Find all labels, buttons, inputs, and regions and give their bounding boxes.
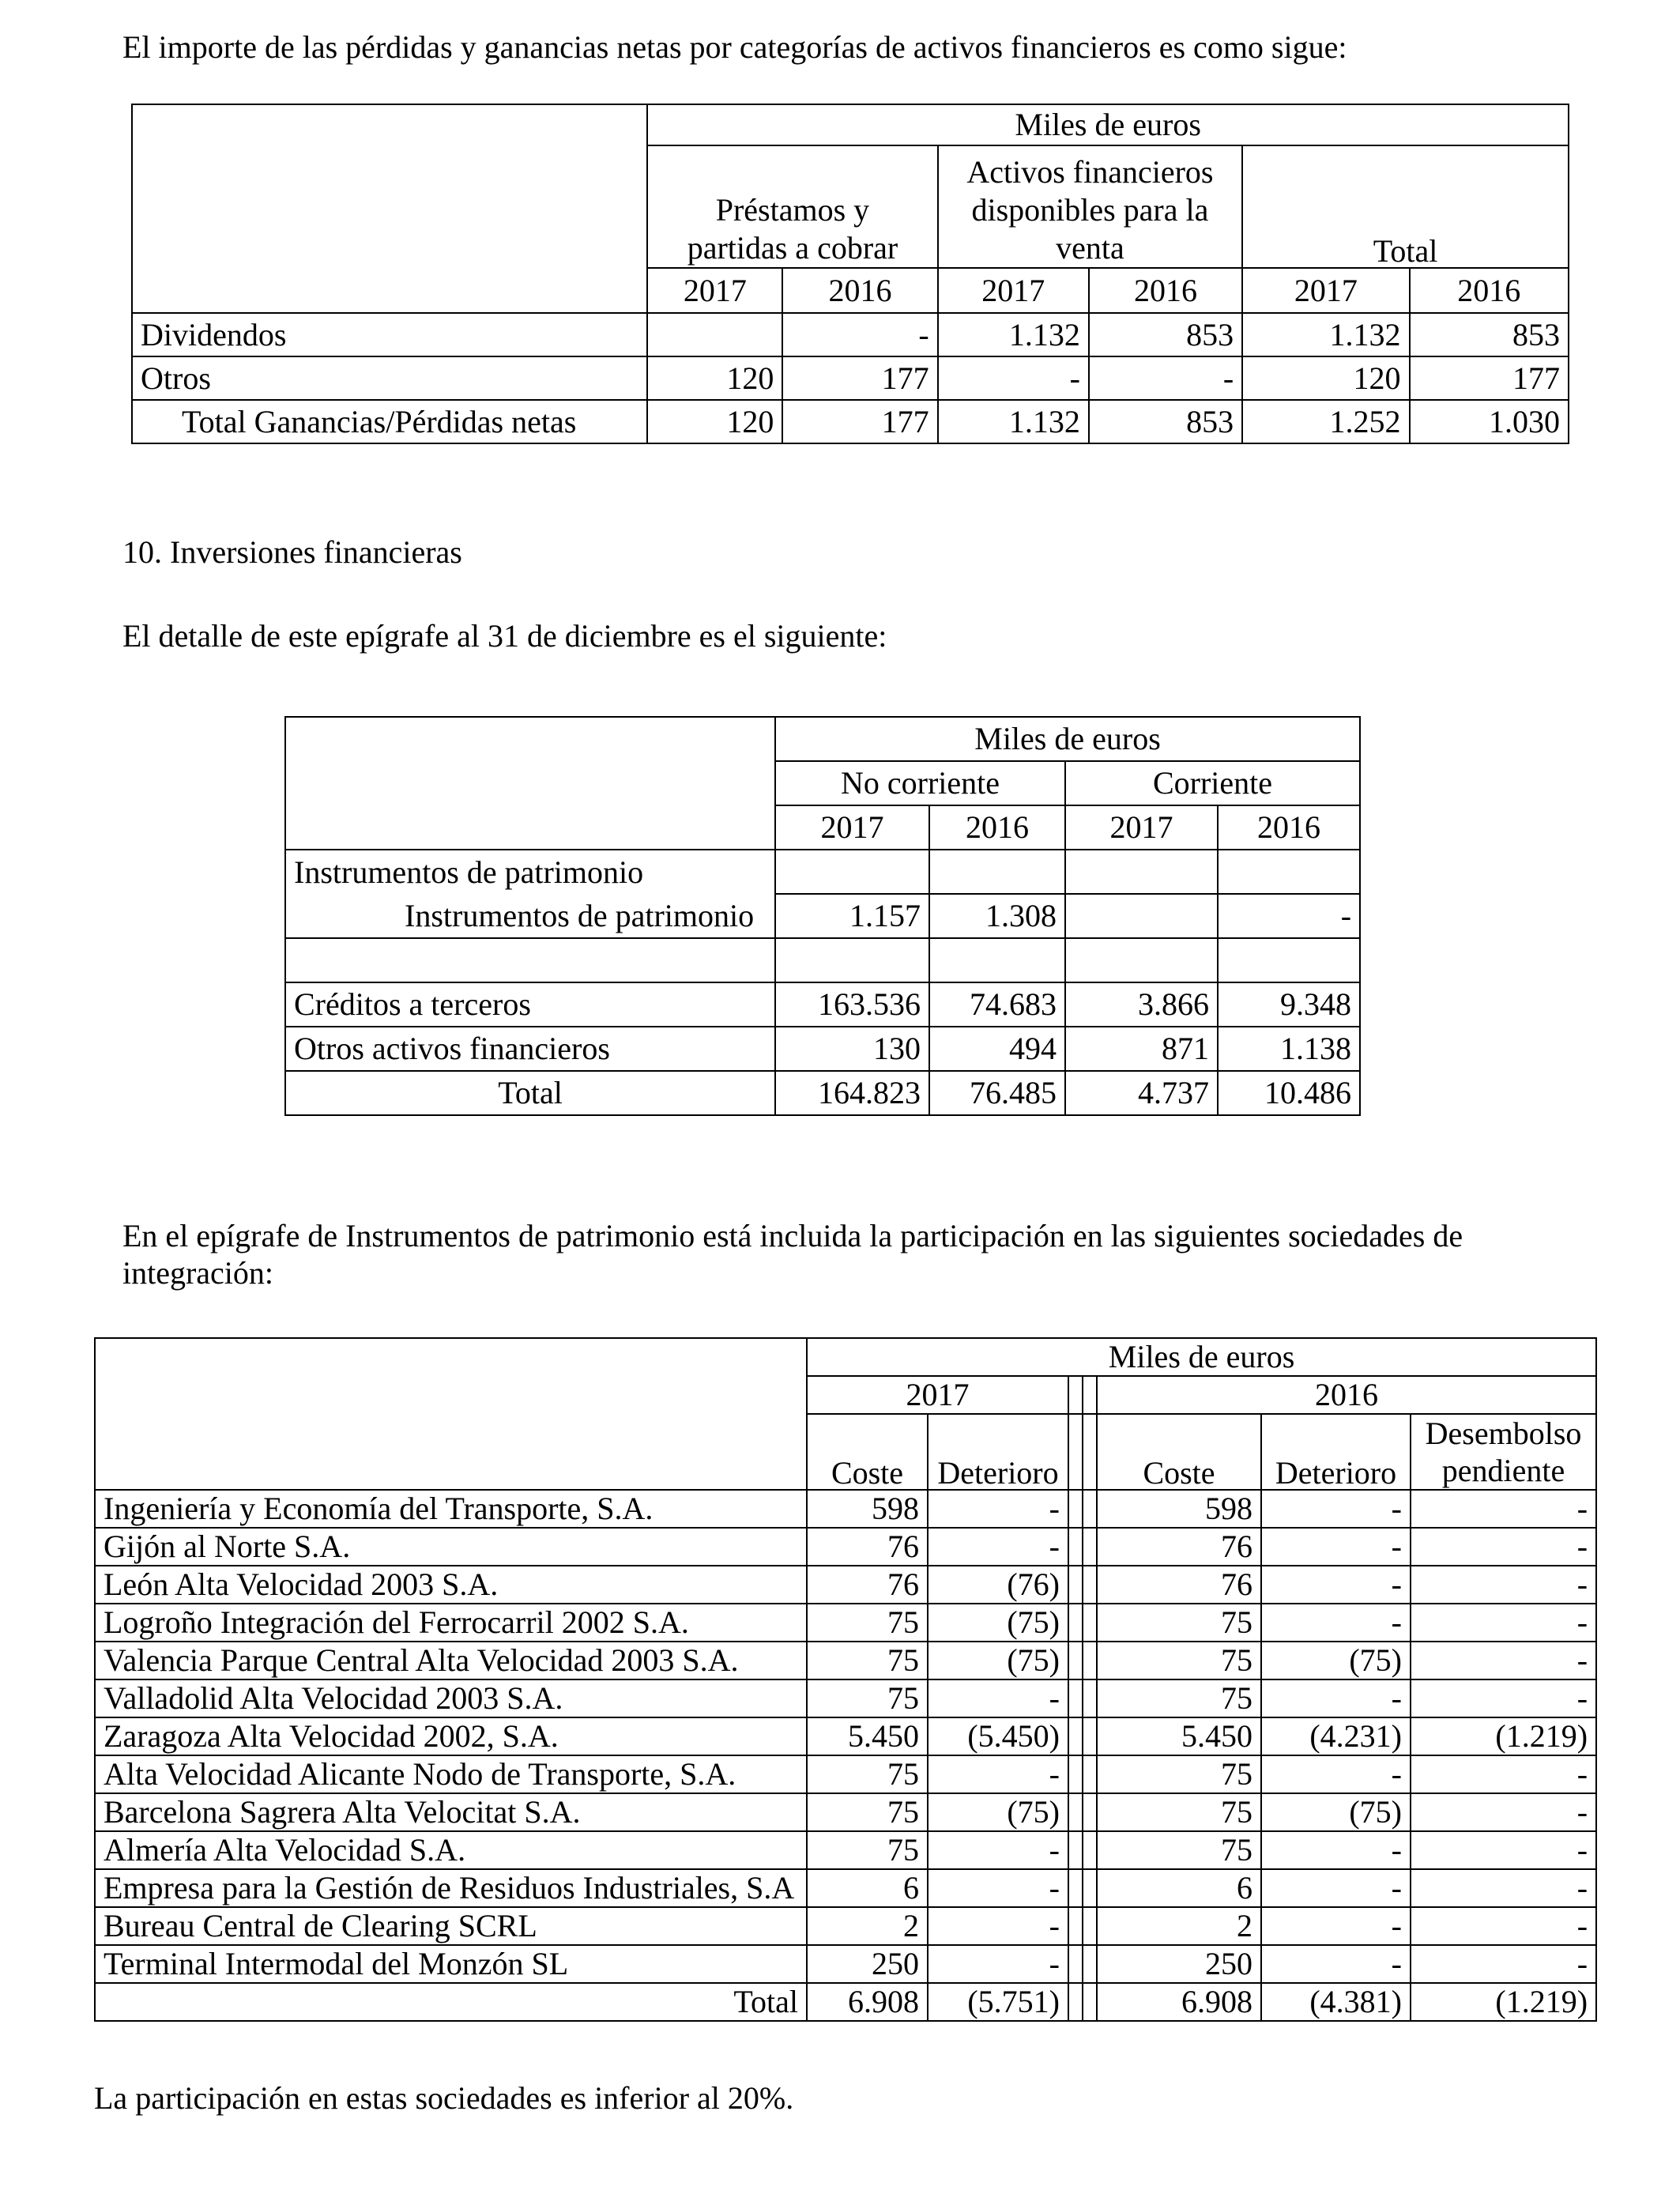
table2-year: 2017	[1065, 805, 1218, 850]
cell-value: 120	[1242, 356, 1409, 400]
cell-value: 1.308	[929, 894, 1065, 938]
cell-value: 250	[807, 1945, 928, 1983]
table3-spacer	[1068, 1376, 1083, 1414]
table2-group-current: Corriente	[1065, 761, 1360, 805]
table-row-empty	[285, 938, 1360, 982]
cell-value	[929, 850, 1065, 894]
table3-spacer	[1068, 1907, 1083, 1945]
closing-paragraph: La participación en estas sociedades es inferior al 20%.	[94, 2080, 794, 2116]
cell-value: 494	[929, 1027, 1065, 1071]
row-label: Empresa para la Gestión de Residuos Industriales, S.A	[95, 1869, 807, 1907]
row-label: Logroño Integración del Ferrocarril 2002 S.A.	[95, 1604, 807, 1642]
cell-value: 76	[1097, 1566, 1261, 1604]
table-row-total	[132, 400, 1569, 443]
row-label: Total	[95, 1983, 807, 2021]
intro-paragraph-1: El importe de las pérdidas y ganancias netas por categorías de activos financieros es como sigue:	[122, 29, 1347, 65]
table-row	[132, 313, 1569, 356]
cell-value: 6	[1097, 1869, 1261, 1907]
table1-year: 2017	[647, 268, 782, 313]
cell-value	[929, 938, 1065, 982]
table-row	[95, 1642, 1596, 1679]
table-row	[95, 1755, 1596, 1793]
row-label: Barcelona Sagrera Alta Velocitat S.A.	[95, 1793, 807, 1831]
cell-value: 76	[807, 1566, 928, 1604]
table3-spacer	[1083, 1604, 1097, 1642]
row-label: Otros	[132, 356, 647, 400]
row-label: Almería Alta Velocidad S.A.	[95, 1831, 807, 1869]
cell-value: -	[1089, 356, 1242, 400]
cell-value: 1.252	[1242, 400, 1409, 443]
cell-value: 10.486	[1218, 1071, 1360, 1115]
table-row-total	[95, 1983, 1596, 2021]
cell-value: 2	[1097, 1907, 1261, 1945]
cell-value: 164.823	[775, 1071, 929, 1115]
cell-value: 76	[1097, 1528, 1261, 1566]
table3-spacer	[1083, 1642, 1097, 1679]
row-label: Gijón al Norte S.A.	[95, 1528, 807, 1566]
table3-spacer	[1068, 1755, 1083, 1793]
cell-value: -	[928, 1831, 1068, 1869]
cell-value: 1.132	[1242, 313, 1409, 356]
cell-value: -	[1411, 1490, 1596, 1528]
cell-value: -	[1261, 1907, 1411, 1945]
table3-spacer	[1068, 1604, 1083, 1642]
cell-value: -	[1411, 1793, 1596, 1831]
table-row	[95, 1945, 1596, 1983]
cell-value: 75	[1097, 1755, 1261, 1793]
row-label: Instrumentos de patrimonio	[285, 894, 775, 938]
cell-value: -	[1411, 1566, 1596, 1604]
cell-value: 75	[807, 1793, 928, 1831]
cell-value: -	[1261, 1528, 1411, 1566]
table-row	[132, 356, 1569, 400]
table1-year: 2016	[1089, 268, 1242, 313]
cell-value: 75	[807, 1604, 928, 1642]
table2-group-noncurrent: No corriente	[775, 761, 1065, 805]
table-row	[285, 850, 1360, 894]
cell-value: (75)	[928, 1604, 1068, 1642]
cell-value: 75	[1097, 1604, 1261, 1642]
cell-value	[1065, 938, 1218, 982]
cell-value: -	[1411, 1907, 1596, 1945]
table3-spacer	[1083, 1528, 1097, 1566]
row-label: Bureau Central de Clearing SCRL	[95, 1907, 807, 1945]
cell-value: -	[1261, 1755, 1411, 1793]
cell-value: -	[1411, 1528, 1596, 1566]
row-label: Terminal Intermodal del Monzón SL	[95, 1945, 807, 1983]
cell-value: -	[1411, 1679, 1596, 1717]
table-row	[95, 1604, 1596, 1642]
table2-year: 2016	[929, 805, 1065, 850]
table-row	[95, 1869, 1596, 1907]
row-label: Valladolid Alta Velocidad 2003 S.A.	[95, 1679, 807, 1717]
cell-value: -	[1261, 1679, 1411, 1717]
cell-value	[775, 850, 929, 894]
table1-group-afs: Activos financieros disponibles para la venta	[938, 145, 1243, 268]
table3-spacer	[1068, 1945, 1083, 1983]
cell-value: 74.683	[929, 982, 1065, 1027]
table3-spacer	[1083, 1679, 1097, 1717]
cell-value: (4.231)	[1261, 1717, 1411, 1755]
table-row	[95, 1679, 1596, 1717]
cell-value: 1.030	[1410, 400, 1569, 443]
table-row	[95, 1528, 1596, 1566]
table1-group-total: Total	[1242, 145, 1569, 268]
cell-value: -	[928, 1945, 1068, 1983]
cell-value: -	[938, 356, 1089, 400]
cell-value: 75	[807, 1831, 928, 1869]
cell-value: 75	[807, 1755, 928, 1793]
cell-value: 3.866	[1065, 982, 1218, 1027]
cell-value: -	[1261, 1831, 1411, 1869]
table3-unit-header: Miles de euros	[807, 1338, 1596, 1376]
table-row	[95, 1717, 1596, 1755]
cell-value: (4.381)	[1261, 1983, 1411, 2021]
table3-spacer	[1083, 1793, 1097, 1831]
table3-spacer	[1083, 1414, 1097, 1490]
table-row	[285, 982, 1360, 1027]
table-row	[95, 1490, 1596, 1528]
section-heading: 10. Inversiones financieras	[122, 534, 462, 570]
table3-spacer	[1083, 1717, 1097, 1755]
row-label: Dividendos	[132, 313, 647, 356]
cell-value: -	[1411, 1869, 1596, 1907]
table3-spacer	[1083, 1490, 1097, 1528]
cell-value: 871	[1065, 1027, 1218, 1071]
cell-value: (75)	[1261, 1793, 1411, 1831]
table1-year: 2016	[782, 268, 937, 313]
cell-value: (75)	[928, 1793, 1068, 1831]
cell-value: -	[782, 313, 937, 356]
table2-unit-header: Miles de euros	[775, 717, 1360, 761]
cell-value: -	[1411, 1755, 1596, 1793]
cell-value: -	[1261, 1490, 1411, 1528]
cell-value: 76.485	[929, 1071, 1065, 1115]
cell-value: 75	[807, 1679, 928, 1717]
cell-value: -	[1261, 1566, 1411, 1604]
row-label: Total	[285, 1071, 775, 1115]
cell-value: 2	[807, 1907, 928, 1945]
cell-value: -	[1261, 1604, 1411, 1642]
row-label: Alta Velocidad Alicante Nodo de Transporte, S.A.	[95, 1755, 807, 1793]
row-label: Instrumentos de patrimonio	[285, 850, 775, 894]
cell-value	[1065, 894, 1218, 938]
cell-value: 1.132	[938, 400, 1089, 443]
cell-value: 177	[782, 400, 937, 443]
table3-spacer	[1083, 1831, 1097, 1869]
table3-spacer	[1083, 1983, 1097, 2021]
table-row-total	[285, 1071, 1360, 1115]
financial-investments-table	[284, 716, 1361, 1116]
table-row	[95, 1793, 1596, 1831]
table1-year: 2017	[938, 268, 1089, 313]
table3-spacer	[1068, 1414, 1083, 1490]
cell-value: 75	[807, 1642, 928, 1679]
cell-value: 120	[647, 356, 782, 400]
intro-paragraph-2: El detalle de este epígrafe al 31 de diciembre es el siguiente:	[122, 618, 887, 654]
cell-value: 6.908	[807, 1983, 928, 2021]
cell-value: 598	[807, 1490, 928, 1528]
row-label: Otros activos financieros	[285, 1027, 775, 1071]
cell-value: -	[1411, 1642, 1596, 1679]
cell-value: 6.908	[1097, 1983, 1261, 2021]
table3-col-header: Coste	[1097, 1414, 1261, 1490]
table2-corner-cell	[285, 717, 775, 850]
cell-value: 163.536	[775, 982, 929, 1027]
cell-value: -	[1261, 1945, 1411, 1983]
cell-value: -	[928, 1907, 1068, 1945]
table3-year-2016: 2016	[1097, 1376, 1596, 1414]
cell-value: 5.450	[1097, 1717, 1261, 1755]
gains-losses-table	[131, 104, 1569, 444]
cell-value: 6	[807, 1869, 928, 1907]
row-label	[285, 938, 775, 982]
row-label: Zaragoza Alta Velocidad 2002, S.A.	[95, 1717, 807, 1755]
cell-value: (1.219)	[1411, 1983, 1596, 2021]
row-label: Ingeniería y Economía del Transporte, S.A.	[95, 1490, 807, 1528]
cell-value: (1.219)	[1411, 1717, 1596, 1755]
cell-value: -	[1218, 894, 1360, 938]
table3-col-header: Coste	[807, 1414, 928, 1490]
cell-value: 1.132	[938, 313, 1089, 356]
table1-group-loans: Préstamos y partidas a cobrar	[647, 145, 937, 268]
cell-value: 1.138	[1218, 1027, 1360, 1071]
cell-value: 75	[1097, 1793, 1261, 1831]
table-row	[285, 1027, 1360, 1071]
table3-spacer	[1068, 1869, 1083, 1907]
table1-unit-header: Miles de euros	[647, 104, 1569, 145]
cell-value: 76	[807, 1528, 928, 1566]
table3-spacer	[1068, 1642, 1083, 1679]
integration-companies-table	[94, 1337, 1597, 2022]
table3-col-header: Deterioro	[928, 1414, 1068, 1490]
table3-spacer	[1068, 1679, 1083, 1717]
cell-value: 75	[1097, 1679, 1261, 1717]
cell-value: -	[928, 1869, 1068, 1907]
cell-value: 130	[775, 1027, 929, 1071]
cell-value: 250	[1097, 1945, 1261, 1983]
table3-corner-cell	[95, 1338, 807, 1490]
table3-spacer	[1083, 1376, 1097, 1414]
table3-spacer	[1083, 1869, 1097, 1907]
cell-value: -	[928, 1755, 1068, 1793]
cell-value: -	[1261, 1869, 1411, 1907]
table1-corner-cell	[132, 104, 647, 313]
cell-value: -	[928, 1490, 1068, 1528]
cell-value: (76)	[928, 1566, 1068, 1604]
table2-year: 2017	[775, 805, 929, 850]
cell-value	[1218, 938, 1360, 982]
cell-value: 75	[1097, 1831, 1261, 1869]
cell-value: (75)	[928, 1642, 1068, 1679]
cell-value	[1065, 850, 1218, 894]
table-row	[95, 1907, 1596, 1945]
cell-value	[775, 938, 929, 982]
table3-spacer	[1083, 1945, 1097, 1983]
table1-year: 2017	[1242, 268, 1409, 313]
cell-value: 177	[1410, 356, 1569, 400]
table-row	[285, 894, 1360, 938]
cell-value: 177	[782, 356, 937, 400]
cell-value	[647, 313, 782, 356]
cell-value: -	[928, 1528, 1068, 1566]
cell-value: 75	[1097, 1642, 1261, 1679]
table2-year: 2016	[1218, 805, 1360, 850]
table3-year-2017: 2017	[807, 1376, 1068, 1414]
cell-value: (75)	[1261, 1642, 1411, 1679]
cell-value: -	[1411, 1604, 1596, 1642]
cell-value: 853	[1410, 313, 1569, 356]
table3-spacer	[1068, 1831, 1083, 1869]
table3-col-header: Deterioro	[1261, 1414, 1411, 1490]
table-row	[95, 1566, 1596, 1604]
table3-spacer	[1068, 1793, 1083, 1831]
table3-spacer	[1083, 1907, 1097, 1945]
row-label: Créditos a terceros	[285, 982, 775, 1027]
table3-col-header: Desembolso pendiente	[1411, 1414, 1596, 1490]
cell-value: -	[1411, 1831, 1596, 1869]
table3-spacer	[1068, 1983, 1083, 2021]
cell-value: 853	[1089, 400, 1242, 443]
cell-value: 4.737	[1065, 1071, 1218, 1115]
cell-value: -	[1411, 1945, 1596, 1983]
table3-spacer	[1083, 1566, 1097, 1604]
table3-spacer	[1083, 1755, 1097, 1793]
table-row	[95, 1831, 1596, 1869]
row-label: León Alta Velocidad 2003 S.A.	[95, 1566, 807, 1604]
row-label: Valencia Parque Central Alta Velocidad 2003 S.A.	[95, 1642, 807, 1679]
table3-spacer	[1068, 1566, 1083, 1604]
cell-value: 598	[1097, 1490, 1261, 1528]
cell-value	[1218, 850, 1360, 894]
table3-spacer	[1068, 1717, 1083, 1755]
intro-paragraph-3: En el epígrafe de Instrumentos de patrimonio está incluida la participación en las siguientes sociedades de integración:	[122, 1218, 1463, 1291]
cell-value: (5.751)	[928, 1983, 1068, 2021]
row-label: Total Ganancias/Pérdidas netas	[132, 400, 647, 443]
cell-value: 9.348	[1218, 982, 1360, 1027]
table1-year: 2016	[1410, 268, 1569, 313]
cell-value: -	[928, 1679, 1068, 1717]
cell-value: 120	[647, 400, 782, 443]
table3-spacer	[1068, 1490, 1083, 1528]
cell-value: (5.450)	[928, 1717, 1068, 1755]
cell-value: 853	[1089, 313, 1242, 356]
table3-spacer	[1068, 1528, 1083, 1566]
cell-value: 5.450	[807, 1717, 928, 1755]
cell-value: 1.157	[775, 894, 929, 938]
